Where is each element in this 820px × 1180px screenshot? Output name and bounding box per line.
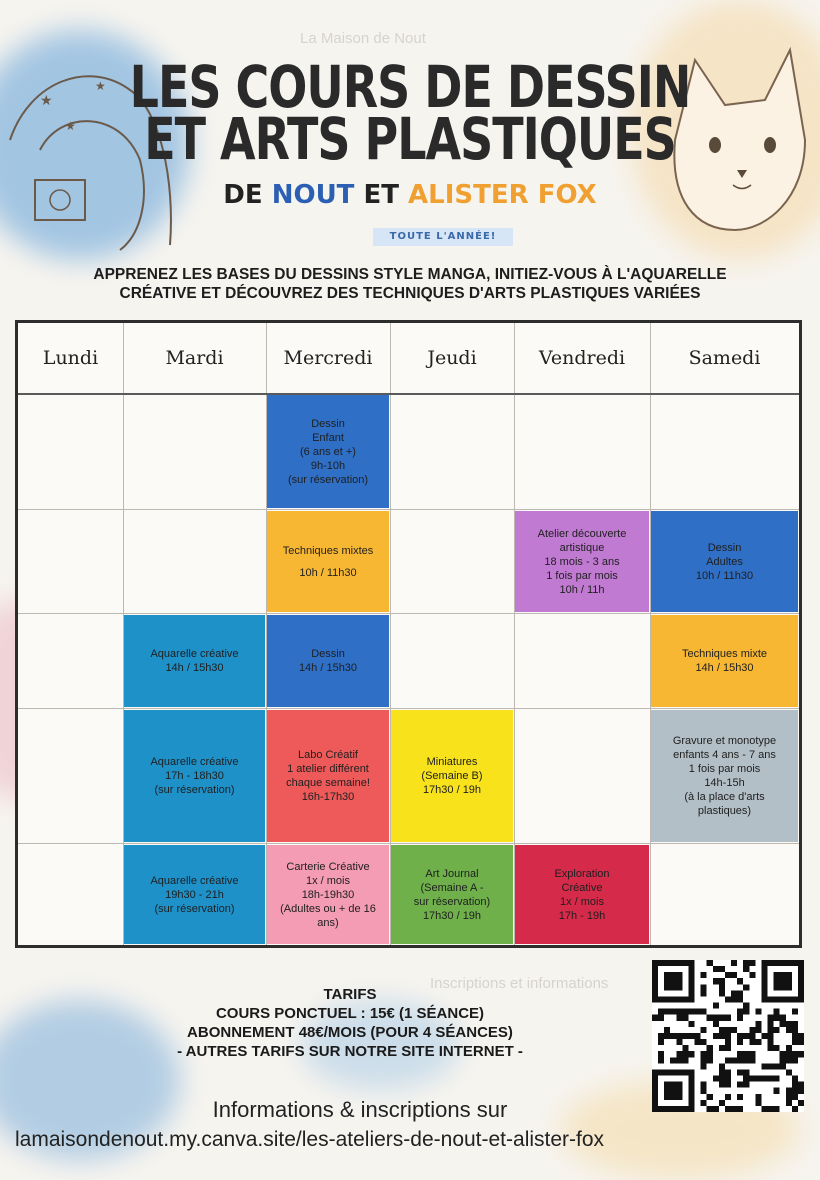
class-slot[interactable] (124, 615, 265, 707)
class-slot-line: 1 fois par mois (546, 569, 618, 582)
class-slot-line: Adultes (706, 555, 743, 568)
class-slot[interactable] (391, 710, 513, 842)
class-slot-line: 14h / 15h30 (695, 662, 754, 674)
schedule-table (15, 320, 802, 948)
class-slot[interactable] (267, 395, 389, 508)
class-slot-line: Enfant (312, 431, 344, 444)
class-slot-line: Gravure et monotype (672, 735, 777, 747)
svg-text:★: ★ (65, 119, 76, 133)
pricing-line: COURS PONCTUEL : 15€ (1 SÉANCE) (215, 1005, 485, 1022)
svg-text:★: ★ (95, 79, 106, 93)
class-slot-line: 1x / mois (559, 895, 604, 908)
byline-nout: NOUT (271, 180, 355, 210)
class-slot-line: (sur réservation) (154, 784, 235, 796)
class-slot[interactable] (515, 845, 649, 944)
show-through-text: Inscriptions et informations (430, 975, 609, 992)
row-divider (18, 509, 799, 510)
class-slot-line: Techniques mixtes (282, 544, 374, 557)
class-slot-line: 19h30 - 21h (165, 888, 224, 901)
pricing-line: - AUTRES TARIFS SUR NOTRE SITE INTERNET - (177, 1043, 523, 1060)
page-title-line2: ET ARTS PLASTIQUES (144, 105, 676, 173)
qr-code-icon[interactable] (652, 960, 804, 1112)
class-slot-line: 1 atelier différent (287, 763, 369, 775)
class-slot[interactable] (267, 710, 389, 842)
day-header-samedi: Samedi (688, 347, 761, 369)
pricing-line: ABONNEMENT 48€/MOIS (POUR 4 SÉANCES) (187, 1024, 513, 1041)
byline (0, 180, 820, 210)
class-slot-line: (Semaine B) (421, 770, 483, 782)
class-slot[interactable] (267, 511, 389, 612)
class-slot-line: Exploration (554, 867, 610, 880)
class-slot-line: Créative (561, 881, 603, 894)
class-slot-line: 17h - 19h (558, 909, 606, 922)
class-slot-line: 1x / mois (305, 874, 350, 887)
website-link[interactable]: lamaisondenout.my.canva.site/les-ateliers-de-nout-et-alister-fox (15, 1128, 605, 1151)
class-slot-line: 16h-17h30 (301, 791, 355, 803)
subtitle (0, 265, 820, 303)
byline-et: ET (363, 180, 399, 210)
class-slot[interactable] (267, 845, 389, 944)
class-slot[interactable] (651, 615, 798, 707)
class-slot[interactable] (124, 845, 265, 944)
day-header-mardi: Mardi (165, 347, 224, 369)
class-slot-line: 10h / 11h30 (299, 566, 357, 579)
class-slot-line: (Adultes ou + de 16 ans) (280, 902, 376, 929)
class-slot-line: Art Journal (425, 867, 479, 880)
subtitle-line1: APPRENEZ LES BASES DU DESSINS STYLE MANGA, INITIEZ-VOUS À L'AQUARELLE (93, 266, 727, 283)
class-slot-line: 18h-19h30 (301, 888, 355, 901)
day-header-lundi: Lundi (42, 347, 99, 369)
class-slot[interactable] (651, 710, 798, 842)
class-slot-line: (sur réservation) (287, 473, 369, 486)
class-slot-line: 17h30 / 19h (422, 909, 482, 922)
svg-text:★: ★ (40, 93, 53, 109)
class-slot-line: Miniatures (426, 756, 478, 768)
pricing-title: TARIFS (323, 986, 377, 1003)
class-slot-line: (à la place d'arts (684, 791, 765, 803)
class-slot-line: (6 ans et +) (300, 445, 356, 458)
class-slot-line: chaque semaine! (286, 777, 370, 789)
class-slot[interactable] (124, 710, 265, 842)
class-slot-line: Aquarelle créative (150, 756, 239, 768)
class-slot-line: Carterie Créative (286, 860, 370, 873)
class-slot-line: Techniques mixte (682, 648, 767, 660)
class-slot-line: Aquarelle créative (150, 874, 239, 887)
class-slot-line: Dessin (707, 541, 742, 554)
subtitle-line2: CRÉATIVE ET DÉCOUVREZ DES TECHNIQUES D'ARTS PLASTIQUES VARIÉES (119, 285, 701, 302)
class-slot-line: 1 fois par mois (688, 763, 761, 775)
class-slot-line: 18 mois - 3 ans (544, 555, 620, 568)
page-title-line1: LES COURS DE DESSIN (129, 53, 691, 121)
row-divider (18, 843, 799, 844)
class-slot-line: Dessin (311, 648, 345, 660)
class-slot-line: (Semaine A - (420, 881, 484, 894)
pricing-block (120, 985, 580, 1061)
class-slot[interactable] (391, 845, 513, 944)
byline-de: DE (223, 180, 263, 210)
class-slot-line: 14h / 15h30 (298, 662, 358, 674)
class-slot-line: artistique (559, 541, 605, 554)
day-header-vendredi: Vendredi (538, 347, 626, 369)
day-header-jeudi: Jeudi (427, 347, 477, 369)
class-slot[interactable] (267, 615, 389, 707)
class-slot-line: (sur réservation) (154, 902, 235, 915)
row-divider (18, 708, 799, 709)
info-text: Informations & inscriptions sur (212, 1097, 508, 1122)
row-divider (18, 393, 799, 395)
class-slot-line: Dessin (311, 417, 345, 430)
class-slot-line: enfants 4 ans - 7 ans (673, 749, 776, 761)
class-slot-line: 10h / 11h (559, 583, 605, 596)
all-year-badge: TOUTE L'ANNÉE! (373, 228, 513, 246)
class-slot-line: 9h-10h (310, 459, 346, 472)
class-slot-line: 17h30 / 19h (422, 784, 482, 796)
class-slot-line: Labo Créatif (298, 749, 358, 761)
class-slot-line: 14h-15h (704, 777, 745, 789)
class-slot-line: plastiques) (697, 805, 752, 817)
day-header-mercredi: Mercredi (283, 347, 373, 369)
class-slot-line: Atelier découverte (537, 527, 627, 540)
class-slot-line: 14h / 15h30 (165, 662, 224, 674)
class-slot-line: Aquarelle créative (150, 648, 239, 660)
byline-alister: ALISTER FOX (408, 180, 597, 210)
class-slot-line: 17h - 18h30 (165, 770, 224, 782)
show-through-text: La Maison de Nout (300, 30, 426, 47)
class-slot-line: 10h / 11h30 (695, 569, 754, 582)
class-slot-line: sur réservation) (413, 895, 491, 908)
class-slot[interactable] (515, 511, 649, 612)
row-divider (18, 613, 799, 614)
class-slot[interactable] (651, 511, 798, 612)
